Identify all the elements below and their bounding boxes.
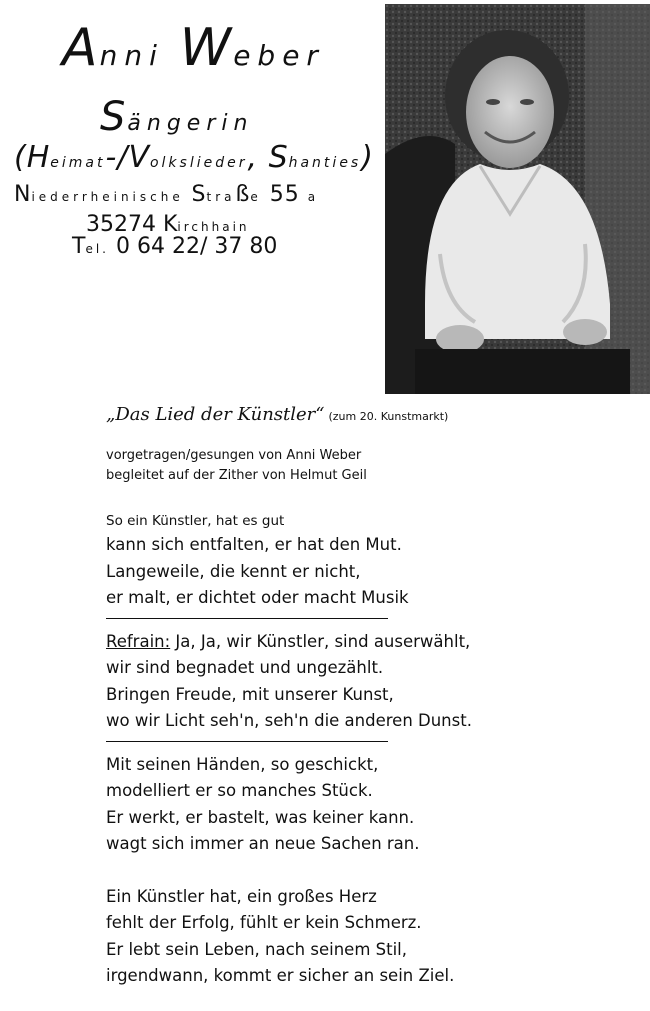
song-lyrics: [106, 510, 472, 990]
lyric-line: So ein Künstler, hat es gut: [106, 513, 285, 529]
lyric-line: modelliert er so manches Stück.: [106, 781, 373, 800]
city-address: 35274 Kirchhain: [86, 212, 250, 237]
lyric-line: Er lebt sein Leben, nach seinem Stil,: [106, 939, 407, 959]
lyric-line: Langeweile, die kennt er nicht,: [106, 561, 361, 581]
song-title-text: „Das Lied der Künstler“: [106, 404, 325, 425]
lyric-line: wir sind begnadet und ungezählt.: [106, 658, 384, 677]
lyric-line: kann sich entfalten, er hat den Mut.: [106, 535, 402, 554]
singer-name: Anni Weber: [62, 18, 325, 78]
phone-number: Tel. 0 64 22/ 37 80: [72, 234, 278, 259]
song-title-note: (zum 20. Kunstmarkt): [328, 410, 449, 423]
lyric-line: Refrain: Ja, Ja, wir Künstler, sind auserwählt,: [106, 631, 471, 651]
credit-line: begleitet auf der Zither von Helmut Geil: [106, 468, 367, 483]
lyric-line: fehlt der Erfolg, fühlt er kein Schmerz.: [106, 913, 422, 932]
credit-line: vorgetragen/gesungen von Anni Weber: [106, 448, 362, 463]
music-genre: (Heimat-/Volkslieder, Shanties): [14, 140, 374, 175]
lyric-line: Bringen Freude, mit unserer Kunst,: [106, 684, 394, 704]
refrain-label: Refrain:: [106, 631, 171, 651]
lyric-line: er malt, er dichtet oder macht Musik: [106, 588, 409, 607]
street-address: Niederrheinische Straße 55 a: [14, 182, 320, 207]
section-divider: [106, 741, 388, 742]
portrait-photo: [385, 4, 650, 394]
song-title: [106, 404, 448, 425]
lyric-line: irgendwann, kommt er sicher an sein Ziel.: [106, 966, 455, 985]
lyric-line: Er werkt, er bastelt, was keiner kann.: [106, 807, 415, 827]
singer-role: Sängerin: [100, 94, 254, 140]
lyric-line: wagt sich immer an neue Sachen ran.: [106, 834, 420, 853]
lyric-line: wo wir Licht seh'n, seh'n die anderen Dunst.: [106, 711, 472, 730]
lyric-line: Ein Künstler hat, ein großes Herz: [106, 886, 377, 906]
portrait-illustration: [385, 4, 650, 394]
song-credits: [106, 446, 367, 486]
stanza-gap: [106, 858, 472, 884]
section-divider: [106, 618, 388, 619]
lyric-line: Mit seinen Händen, so geschickt,: [106, 754, 379, 774]
